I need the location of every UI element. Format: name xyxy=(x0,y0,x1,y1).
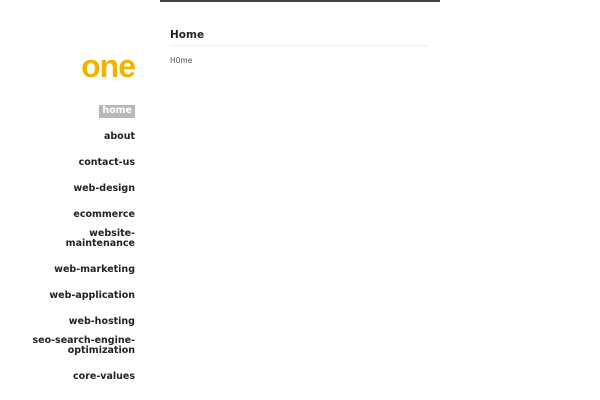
nav-link-seo[interactable] xyxy=(32,335,135,358)
top-bar xyxy=(160,0,440,2)
nav-item-web-marketing xyxy=(5,257,135,277)
nav-link-web-design[interactable]: web-design xyxy=(73,183,135,194)
nav-link-label-part: optimization xyxy=(67,345,135,356)
nav-item-home xyxy=(5,98,135,118)
nav-link-label-part: website- xyxy=(89,228,135,239)
nav-link-website-maintenance[interactable] xyxy=(66,228,135,251)
nav-link-label-part: seo-search-engine- xyxy=(32,335,135,346)
nav-link-label-part: maintenance xyxy=(65,238,135,249)
nav-item-contact-us xyxy=(5,150,135,170)
nav-link-web-hosting[interactable]: web-hosting xyxy=(68,316,135,327)
main-nav xyxy=(5,98,135,390)
page-title: Home xyxy=(170,28,428,46)
site-logo[interactable]: one xyxy=(81,48,135,84)
nav-link-ecommerce[interactable]: ecommerce xyxy=(73,209,135,220)
nav-link-web-application[interactable]: web-application xyxy=(49,290,135,301)
nav-link-about[interactable]: about xyxy=(103,131,135,142)
main-content xyxy=(170,28,428,66)
nav-link-web-marketing[interactable]: web-marketing xyxy=(54,264,135,275)
nav-link-contact-us[interactable]: contact-us xyxy=(78,157,135,168)
nav-item-about xyxy=(5,124,135,144)
nav-item-web-hosting xyxy=(5,309,135,329)
nav-link-core-values[interactable]: core-values xyxy=(73,371,135,382)
page-body-text: H0me xyxy=(170,56,193,65)
nav-link-home[interactable]: home xyxy=(99,105,135,118)
nav-item-website-maintenance xyxy=(5,228,135,251)
nav-item-seo xyxy=(5,335,135,358)
nav-item-web-application xyxy=(5,283,135,303)
nav-item-core-values xyxy=(5,364,135,384)
nav-item-web-design xyxy=(5,176,135,196)
nav-item-ecommerce xyxy=(5,202,135,222)
